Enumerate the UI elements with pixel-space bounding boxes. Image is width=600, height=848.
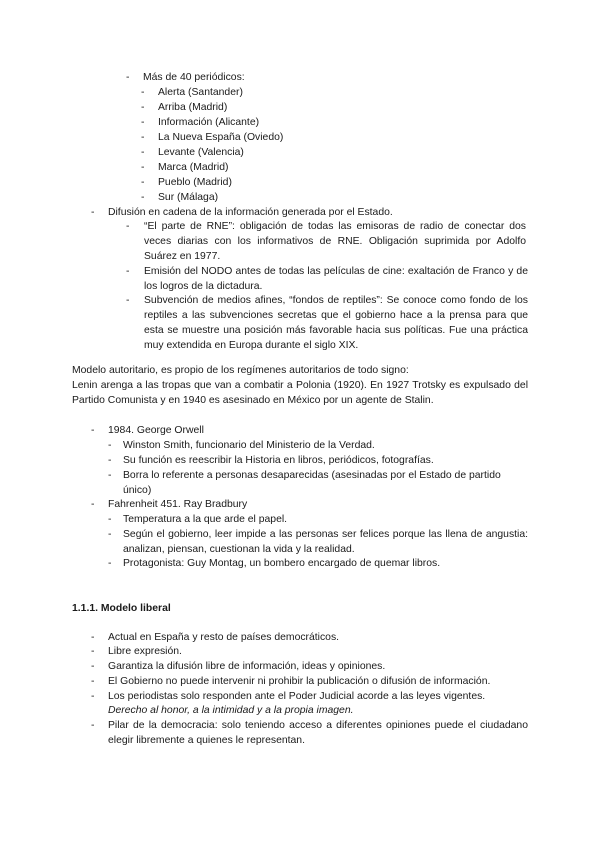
bullet: - — [108, 529, 112, 540]
bullet: - — [141, 102, 145, 113]
bullet: - — [91, 691, 95, 702]
list-item: Garantiza la difusión libre de información, ideas y opiniones. — [108, 661, 386, 672]
list-item: Actual en España y resto de países democráticos. — [108, 632, 340, 643]
bullet: - — [108, 470, 112, 481]
newspapers-title: Más de 40 periódicos: — [143, 72, 245, 83]
list-item: La Nueva España (Oviedo) — [158, 132, 284, 143]
bullet: - — [91, 720, 95, 731]
rne-paragraph: “El parte de RNE”: obligación de todas las emisoras de radio de conectar dos veces diarias con los informativos de RNE. Obligación suprimida por Adolfo Suárez en 1977. — [144, 221, 526, 262]
bullet: - — [141, 162, 145, 173]
bullet: - — [126, 295, 130, 306]
bullet: - — [108, 440, 112, 451]
autoritario-intro: Modelo autoritario, es propio de los regímenes autoritarios de todo signo: — [72, 365, 409, 376]
difusion-title: Difusión en cadena de la información generada por el Estado. — [108, 207, 393, 218]
lenin-paragraph: Lenin arenga a las tropas que van a combatir a Polonia (1920). En 1927 Trotsky es expulsado del Partido Comunista y en 1940 es asesinado en México por un agente de Stalin. — [72, 380, 528, 406]
bullet: - — [141, 147, 145, 158]
bullet: - — [126, 221, 130, 232]
list-item: Información (Alicante) — [158, 117, 260, 128]
bullet: - — [126, 72, 130, 83]
list-item: Según el gobierno, leer impide a las personas ser felices porque las llena de angustia: analizan, piensan, cuestionan la vida y la realidad. — [123, 529, 528, 555]
fondos-paragraph: Subvención de medios afines, “fondos de reptiles”: Se conoce como fondo de los reptiles a las subvenciones secretas que el gobierno hace a la prensa para que esta se muestre una posición más favorable hacia sus políticas. Fue una práctica muy extendida en Europa durante el siglo XIX. — [144, 295, 528, 351]
list-item: Alerta (Santander) — [158, 87, 243, 98]
bullet: - — [91, 661, 95, 672]
bullet: - — [91, 207, 95, 218]
italic-note: Derecho al honor, a la intimidad y a la propia imagen. — [108, 705, 354, 716]
bullet: - — [141, 132, 145, 143]
bullet: - — [108, 558, 112, 569]
nodo-paragraph: Emisión del NODO antes de todas las películas de cine: exaltación de Franco y de los logros de la dictadura. — [144, 266, 528, 292]
list-item: El Gobierno no puede intervenir ni prohibir la publicación o difusión de información. — [108, 676, 491, 687]
bullet: - — [108, 514, 112, 525]
book-title: 1984. George Orwell — [108, 425, 204, 436]
list-item: Su función es reescribir la Historia en libros, periódicos, fotografías. — [123, 455, 434, 466]
list-item: Los periodistas solo responden ante el Poder Judicial acorde a las leyes vigentes. — [108, 691, 486, 702]
book-title: Fahrenheit 451. Ray Bradbury — [108, 499, 248, 510]
list-item: Marca (Madrid) — [158, 162, 229, 173]
bullet: - — [91, 646, 95, 657]
list-item: Winston Smith, funcionario del Ministerio de la Verdad. — [123, 440, 375, 451]
list-item: Sur (Málaga) — [158, 192, 219, 203]
list-item: Borra lo referente a personas desaparecidas (asesinadas por el Estado de partido único) — [123, 470, 501, 496]
bullet: - — [126, 266, 130, 277]
bullet: - — [141, 117, 145, 128]
bullet: - — [91, 632, 95, 643]
bullet: - — [141, 192, 145, 203]
list-item: Levante (Valencia) — [158, 147, 244, 158]
bullet: - — [91, 425, 95, 436]
pilar-paragraph: Pilar de la democracia: solo teniendo acceso a diferentes opiniones puede el ciudadano elegir libremente a quienes le representan. — [108, 720, 528, 746]
list-item: Temperatura a la que arde el papel. — [123, 514, 288, 525]
bullet: - — [91, 676, 95, 687]
section-heading: 1.1.1. Modelo liberal — [72, 603, 171, 614]
bullet: - — [141, 177, 145, 188]
list-item: Protagonista: Guy Montag, un bombero encargado de quemar libros. — [123, 558, 441, 569]
list-item: Libre expresión. — [108, 646, 182, 657]
bullet: - — [141, 87, 145, 98]
bullet: - — [108, 455, 112, 466]
list-item: Arriba (Madrid) — [158, 102, 228, 113]
list-item: Pueblo (Madrid) — [158, 177, 232, 188]
bullet: - — [91, 499, 95, 510]
